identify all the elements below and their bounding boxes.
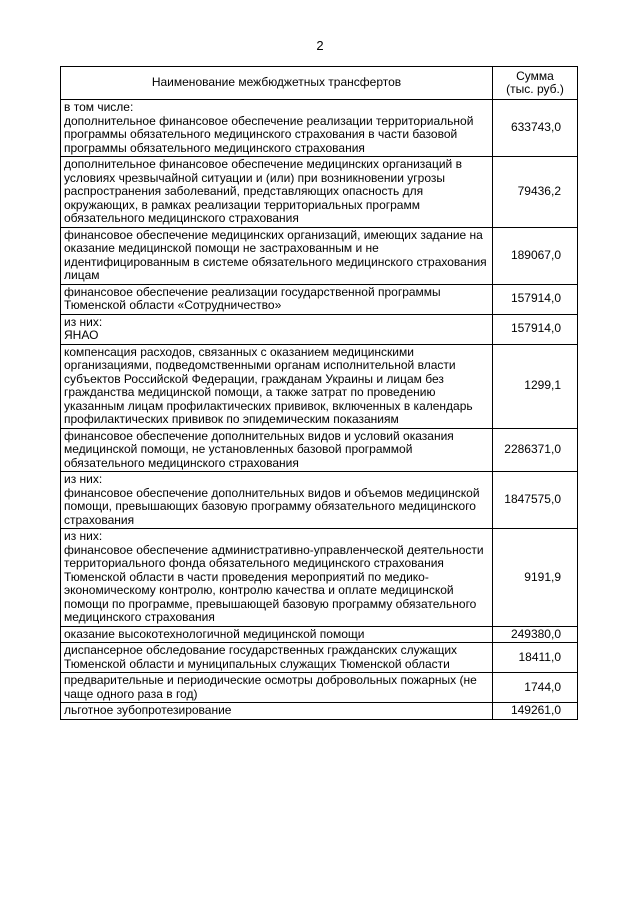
page-number: 2 (316, 38, 324, 53)
table-row (61, 344, 578, 428)
table-row (61, 703, 578, 720)
table-row (61, 673, 578, 703)
transfer-name-cell (61, 643, 493, 673)
transfer-amount: 249380,0 (493, 626, 578, 643)
row-prefix: из них: (64, 529, 103, 543)
transfer-name-cell (61, 157, 493, 228)
transfer-amount: 1847575,0 (493, 472, 578, 529)
transfer-name: финансовое обеспечение медицинских организаций, имеющих задание на оказание медицинской помощи не застрахованным и не идентифицированным в системе обязательного медицинского страхования лицам (64, 227, 487, 282)
transfer-name: финансовое обеспечение дополнительных видов и объемов медицинской помощи, превышающих базовую программу обязательного медицинского страхования (64, 485, 480, 527)
transfer-name: оказание высокотехнологичной медицинской помощи (64, 626, 365, 641)
header-sum (493, 67, 578, 100)
transfer-amount: 189067,0 (493, 227, 578, 284)
table-row (61, 643, 578, 673)
transfer-name-cell (61, 472, 493, 529)
transfer-name: предварительные и периодические осмотры добровольных пожарных (не чаще одного раза в год) (64, 673, 477, 701)
transfer-amount: 157914,0 (493, 284, 578, 314)
transfer-name-cell (61, 673, 493, 703)
transfer-name-cell (61, 344, 493, 428)
transfer-name: финансовое обеспечение дополнительных видов и условий оказания медицинской помощи, не установленных базовой программой обязательного медицинского страхования (64, 428, 454, 470)
transfer-amount: 633743,0 (493, 100, 578, 157)
header-sum-line2: (тыс. руб.) (506, 82, 564, 96)
table-row (61, 626, 578, 643)
transfer-name-cell (61, 529, 493, 627)
transfer-name: дополнительное финансовое обеспечение реализации территориальной программы обязательного медицинского страхования в части базовой программы обязательного медицинского страхования (64, 113, 474, 155)
transfer-amount: 2286371,0 (493, 428, 578, 472)
table-header-row (61, 67, 578, 100)
transfer-amount: 157914,0 (493, 314, 578, 344)
transfer-amount: 1744,0 (493, 673, 578, 703)
transfer-amount: 79436,2 (493, 157, 578, 228)
transfers-table (60, 66, 578, 720)
transfer-name: ЯНАО (64, 328, 99, 342)
table-row (61, 428, 578, 472)
table-row (61, 227, 578, 284)
transfer-name: дополнительное финансовое обеспечение медицинских организаций в условиях чрезвычайной ситуации и (или) при возникновении угрозы распространения заболеваний, представляющих опасность для окружающих, в рамках реализации территориальных программ обязательного медицинского страхования (64, 157, 462, 225)
transfer-amount: 149261,0 (493, 703, 578, 720)
transfer-name: финансовое обеспечение реализации государственной программы Тюменской области «Сотрудничество» (64, 284, 441, 312)
transfer-name-cell (61, 227, 493, 284)
transfer-name: финансовое обеспечение административно-управленческой деятельности территориального фонда обязательного медицинского страхования Тюменской области в части проведения мероприятий по медико-экономическому контролю, контролю качества и оплате медицинской помощи по программе, превышающей базовую программу обязательного медицинского страхования (64, 542, 484, 624)
transfer-amount: 18411,0 (493, 643, 578, 673)
table-row (61, 100, 578, 157)
row-prefix: из них: (64, 472, 103, 486)
transfer-name-cell (61, 428, 493, 472)
header-name: Наименование межбюджетных трансфертов (61, 67, 493, 100)
table-row (61, 157, 578, 228)
transfer-name-cell (61, 284, 493, 314)
row-prefix: в том числе: (64, 100, 134, 114)
row-prefix: из них: (64, 314, 103, 329)
transfer-name: диспансерное обследование государственных гражданских служащих Тюменской области и муниципальных служащих Тюменской области (64, 643, 458, 671)
transfer-name: льготное зубопротезирование (64, 703, 232, 717)
transfer-name-cell (61, 100, 493, 157)
table-row (61, 529, 578, 627)
table-row (61, 472, 578, 529)
transfer-amount: 1299,1 (493, 344, 578, 428)
table-row (61, 284, 578, 314)
transfer-amount: 9191,9 (493, 529, 578, 627)
transfer-name-cell (61, 703, 493, 720)
transfer-name-cell (61, 626, 493, 643)
transfer-name-cell (61, 314, 493, 344)
header-sum-line1: Сумма (516, 68, 554, 83)
transfer-name: компенсация расходов, связанных с оказанием медицинскими организациями, подведомственными органам исполнительной власти субъектов Российской Федерации, гражданам Украины и лицам без гражданства медицинской помощи, а также затрат по проведению указанным лицам профилактических прививок, включенных в календарь профилактических прививок по эпидемическим показаниям (64, 344, 473, 426)
table-row (61, 314, 578, 344)
